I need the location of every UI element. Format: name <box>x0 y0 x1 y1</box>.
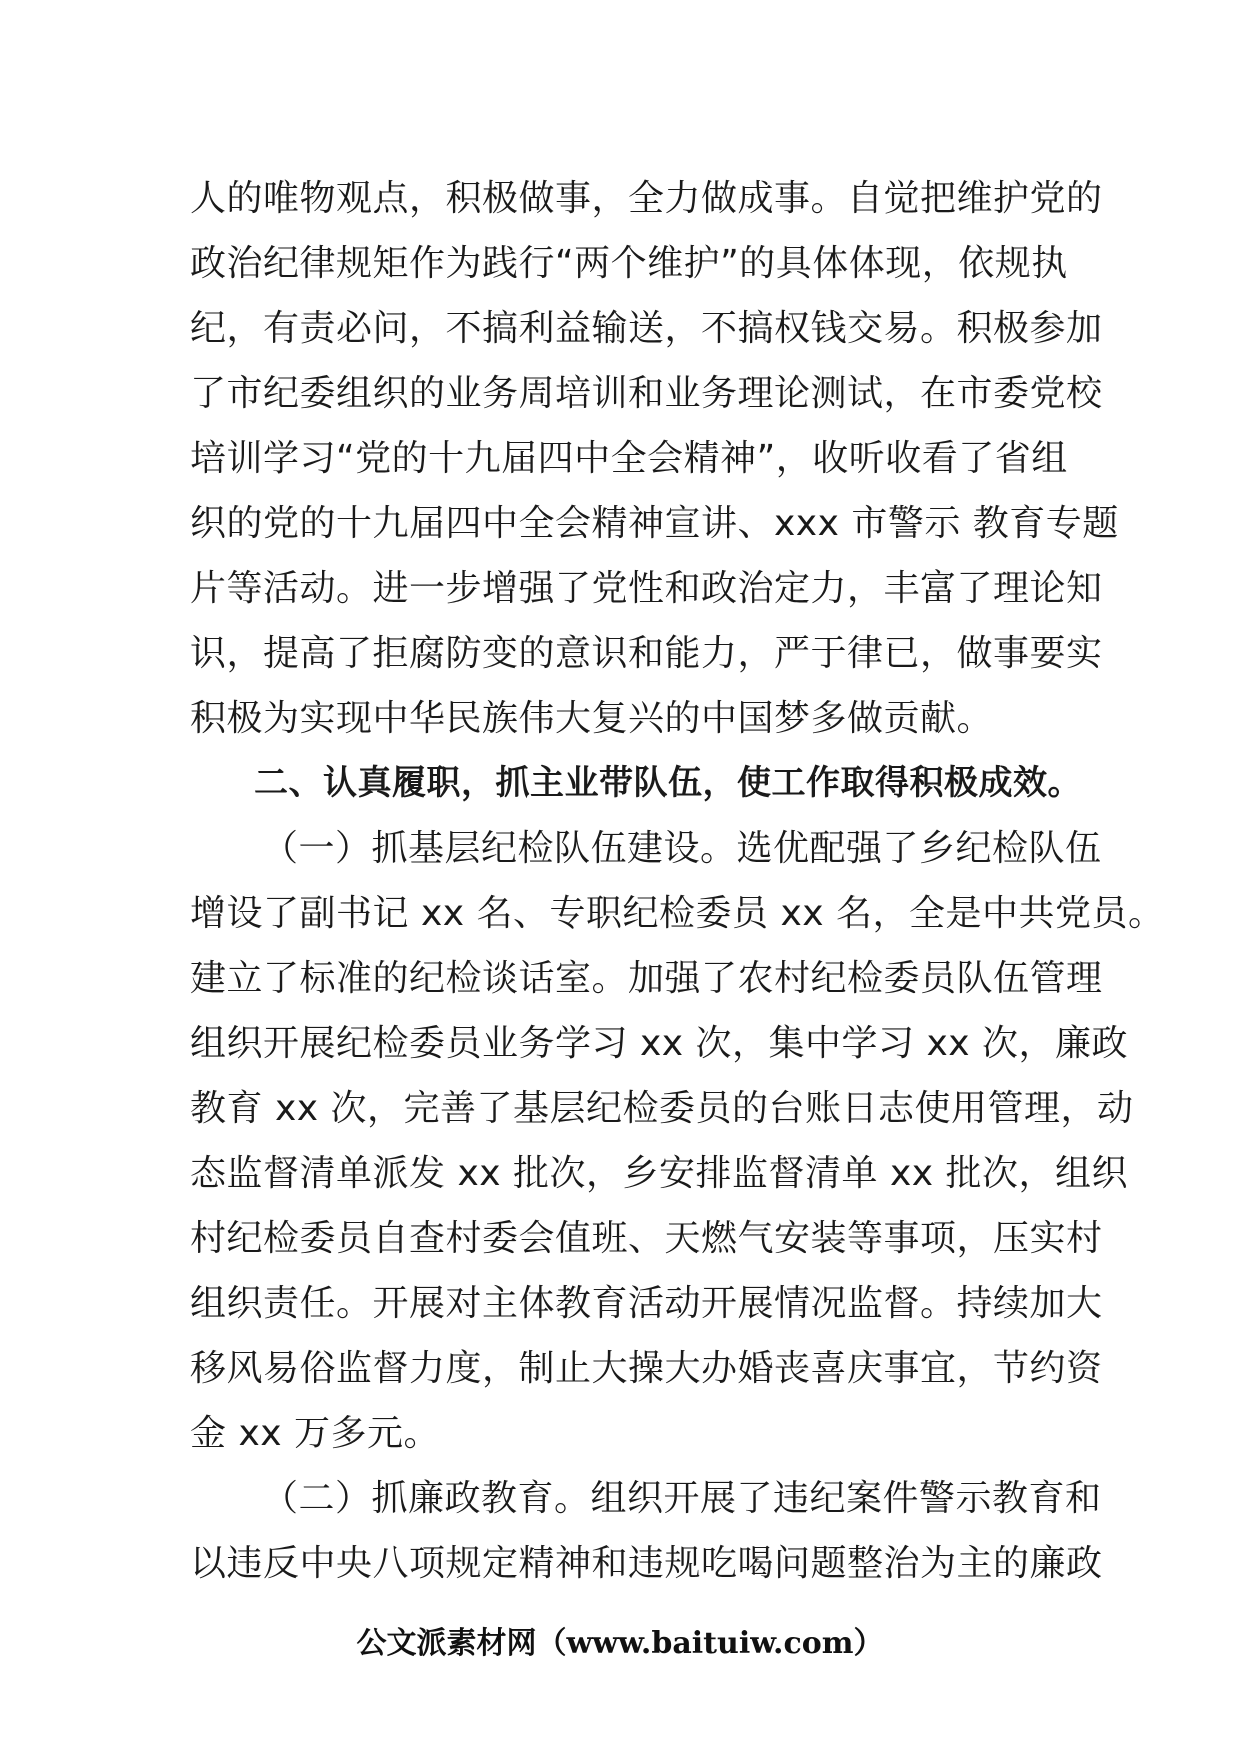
subsection-first-line: （二）抓廉政教育。组织开展了违纪案件警示教育和 <box>262 1478 1102 1519</box>
text-line: 以违反中央八项规定精神和违规吃喝问题整治为主的廉政 <box>190 1543 1103 1584</box>
document-body <box>190 166 1165 1596</box>
text-line: 建立了标准的纪检谈话室。加强了农村纪检委员队伍管理 <box>190 958 1103 999</box>
text-line: 积极为实现中华民族伟大复兴的中国梦多做贡献。 <box>190 698 994 739</box>
text-line: 组织责任。开展对主体教育活动开展情况监督。持续加大 <box>190 1283 1103 1324</box>
subsection-first-line: （一）抓基层纪检队伍建设。选优配强了乡纪检队伍 <box>262 828 1102 869</box>
text-line: 识，提高了拒腐防变的意识和能力，严于律已，做事要实 <box>190 633 1103 674</box>
text-line: 培训学习“党的十九届四中全会精神”，收听收看了省组 <box>190 438 1068 479</box>
text-line: 人的唯物观点，积极做事，全力做成事。自觉把维护党的 <box>190 178 1103 219</box>
text-line: 态监督清单派发 xx 批次，乡安排监督清单 xx 批次，组织 <box>190 1153 1128 1194</box>
text-line: 教育 xx 次，完善了基层纪检委员的台账日志使用管理，动 <box>190 1088 1134 1129</box>
text-line: 移风易俗监督力度，制止大操大办婚丧喜庆事宜，节约资 <box>190 1348 1103 1389</box>
text-line: 组织开展纪检委员业务学习 xx 次，集中学习 xx 次，廉政 <box>190 1023 1128 1064</box>
text-line: 片等活动。进一步增强了党性和政治定力，丰富了理论知 <box>190 568 1103 609</box>
text-line: 村纪检委员自查村委会值班、天燃气安装等事项，压实村 <box>190 1218 1103 1259</box>
text-line: 政治纪律规矩作为践行“两个维护”的具体体现，依规执 <box>190 243 1068 284</box>
section-heading: 二、认真履职，抓主业带队伍，使工作取得积极成效。 <box>254 763 1082 803</box>
text-line: 了市纪委组织的业务周培训和业务理论测试，在市委党校 <box>190 373 1103 414</box>
text-line: 织的党的十九届四中全会精神宣讲、xxx 市警示 教育专题 <box>190 503 1119 544</box>
text-line: 金 xx 万多元。 <box>190 1413 440 1454</box>
text-line: 纪，有责必问，不搞利益输送，不搞权钱交易。积极参加 <box>190 308 1103 349</box>
text-line: 增设了副书记 xx 名、专职纪检委员 xx 名，全是中共党员。 <box>190 893 1165 934</box>
footer-watermark: 公文派素材网（www.baituiw.com） <box>356 1626 884 1661</box>
